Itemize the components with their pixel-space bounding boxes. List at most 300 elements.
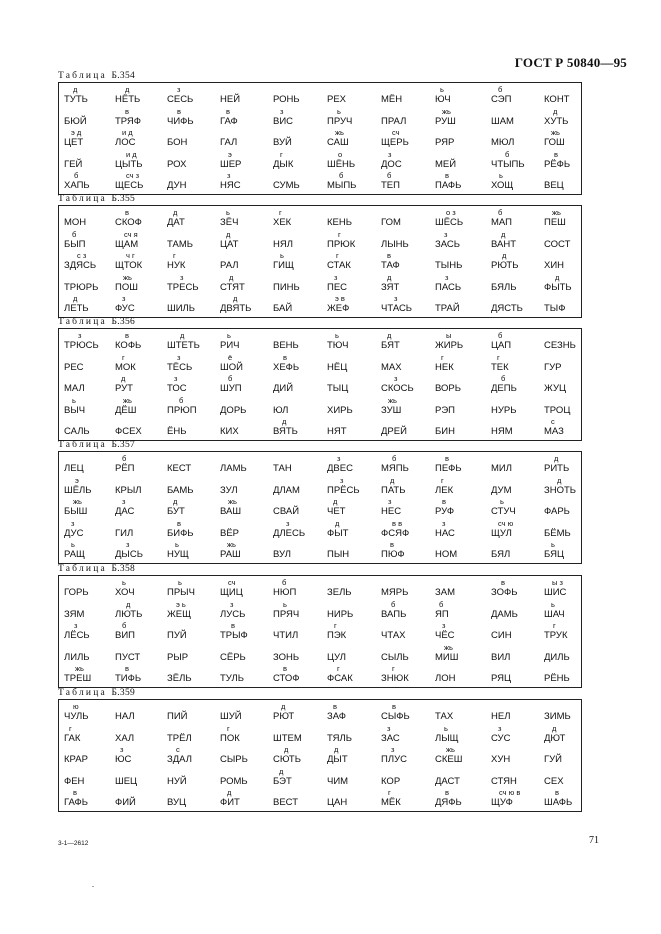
table-label <box>58 194 135 204</box>
table-cell <box>220 600 276 624</box>
table-cell <box>381 150 437 174</box>
test-word: МЮЛ <box>491 137 515 148</box>
test-word: ХЕФЬ <box>273 361 300 373</box>
table-cell <box>544 85 600 109</box>
table-cell <box>64 497 120 521</box>
table-cell <box>220 331 276 355</box>
table-cell <box>381 273 437 297</box>
table-label-word: Таблица <box>58 194 107 204</box>
table-label-word: Таблица <box>58 440 107 450</box>
test-word: ТЯЛЬ <box>327 732 352 744</box>
test-word: ФИТ <box>220 797 240 808</box>
phonetic-mark: г <box>122 352 125 362</box>
table-cell <box>273 578 329 602</box>
test-word: ЛЕЦ <box>64 463 84 474</box>
table-cell <box>435 724 491 748</box>
test-word: ВУЦ <box>167 797 187 808</box>
test-word: ГАЛ <box>220 137 238 148</box>
test-word: ВАПЬ <box>381 608 407 620</box>
table-cell <box>544 600 600 624</box>
table-cell <box>64 273 120 297</box>
table-cell <box>273 208 329 232</box>
test-word: СЮТЬ <box>273 754 301 765</box>
test-word: ЧИМ <box>327 775 349 787</box>
table-cell <box>273 702 329 726</box>
phonetic-mark: в <box>125 664 129 673</box>
test-word: ТЫЦ <box>327 383 349 394</box>
table-cell <box>220 273 276 297</box>
test-word: МЯРЬ <box>381 587 409 598</box>
stray-dot: . <box>92 880 94 889</box>
test-word: ЖИРЬ <box>435 340 464 351</box>
test-word: НАС <box>435 527 455 539</box>
phonetic-mark: д <box>501 229 506 239</box>
phonetic-mark: з <box>174 374 178 383</box>
test-word: ПЫН <box>327 549 350 560</box>
test-word: КОНТ <box>544 94 570 105</box>
table-cell <box>273 664 329 688</box>
table-cell <box>220 353 276 377</box>
phonetic-mark: д <box>553 106 558 116</box>
table-cell <box>327 497 383 521</box>
table-cell <box>381 643 437 667</box>
phonetic-mark: жь <box>75 664 84 673</box>
table-cell <box>220 643 276 667</box>
test-word: ПАСЬ <box>435 281 462 293</box>
table-cell <box>167 251 223 275</box>
phonetic-mark: з <box>442 621 446 630</box>
table-cell <box>115 331 171 355</box>
table-cell <box>544 664 600 688</box>
test-word: ТРЕШ <box>64 673 92 684</box>
table-cell <box>435 417 491 441</box>
test-word: РЯР <box>435 137 455 148</box>
table-cell <box>115 600 171 624</box>
table-cell <box>115 702 171 726</box>
phonetic-mark: з <box>78 331 82 340</box>
phonetic-mark: в <box>125 331 129 340</box>
test-word: ЦАП <box>491 340 512 351</box>
phonetic-mark: б <box>74 171 79 180</box>
phonetic-mark: б <box>505 149 510 159</box>
table-cell <box>327 702 383 726</box>
table-cell <box>273 519 329 543</box>
phonetic-mark: ю <box>73 702 79 711</box>
table-row <box>59 702 581 726</box>
test-word: МАП <box>491 217 512 228</box>
phonetic-mark: з <box>498 723 502 733</box>
table-cell <box>491 600 547 624</box>
table-cell <box>64 540 120 564</box>
table-cell <box>327 476 383 500</box>
table-cell <box>115 578 171 602</box>
test-word: ДИЙ <box>273 383 294 394</box>
test-word: БЯЛЬ <box>491 281 517 293</box>
test-word: ПЕС <box>327 281 348 293</box>
phonetic-mark: ь <box>551 540 555 549</box>
table-cell <box>544 497 600 521</box>
table-cell <box>327 621 383 645</box>
phonetic-mark: д <box>281 702 286 711</box>
table-cell <box>327 600 383 624</box>
table-cell <box>220 107 276 131</box>
test-word: ПРЁСЬ <box>327 484 360 496</box>
table-cell <box>435 230 491 254</box>
table-cell <box>115 251 171 275</box>
test-word: МЁН <box>381 94 403 105</box>
table-cell <box>167 107 223 131</box>
table-cell <box>273 353 329 377</box>
table-cell <box>167 374 223 398</box>
table-cell <box>435 294 491 318</box>
phonetic-mark: д <box>333 497 338 506</box>
test-word: ЮС <box>115 754 132 765</box>
test-word: БЯЛ <box>491 549 511 560</box>
test-word: ЧТЫПЬ <box>491 158 525 170</box>
phonetic-mark: с з <box>77 251 87 260</box>
test-word: ДВЕС <box>327 463 353 474</box>
test-word: ЛЁСЬ <box>64 630 90 641</box>
test-word: ШОЙ <box>220 361 243 373</box>
test-word: ЗЁЛЬ <box>167 673 192 684</box>
test-word: ЧТАХ <box>381 630 406 641</box>
phonetic-mark: э <box>228 149 232 159</box>
phonetic-mark: г <box>227 723 230 733</box>
test-word: ШЁНЬ <box>327 158 356 170</box>
phonetic-mark: б <box>228 374 233 383</box>
test-word: РОНЬ <box>273 94 300 105</box>
phonetic-mark: д <box>233 294 238 303</box>
test-word: ЁНЬ <box>167 426 187 437</box>
phonetic-mark: ё <box>228 352 233 362</box>
phonetic-mark: о з <box>446 208 456 217</box>
phonetic-mark: д <box>335 518 340 528</box>
table-cell <box>64 578 120 602</box>
test-word: СТЯН <box>491 775 517 787</box>
test-word: ДРЕЙ <box>381 426 407 437</box>
table-cell <box>435 331 491 355</box>
test-word: ТИФЬ <box>115 673 142 684</box>
table-row <box>59 621 581 645</box>
phonetic-mark: ь <box>499 171 503 180</box>
test-word: ШИС <box>544 587 567 598</box>
test-word: ПОШ <box>115 281 138 293</box>
test-word: ВЕЦ <box>544 180 564 191</box>
test-word: СТЯТ <box>220 281 245 293</box>
test-word: ЗАС <box>381 732 400 744</box>
test-word: НЯС <box>220 180 241 191</box>
test-word: РЁФЬ <box>544 158 571 170</box>
test-word: ВУЛ <box>273 549 291 560</box>
table-label-word: Таблица <box>58 688 107 698</box>
table-cell <box>220 374 276 398</box>
test-word: ЧЕТ <box>327 506 346 517</box>
table-cell <box>167 396 223 420</box>
test-word: НЕК <box>435 361 454 373</box>
table-cell <box>220 128 276 152</box>
phonetic-mark: з <box>391 745 395 754</box>
table-cell <box>64 454 120 478</box>
phonetic-mark: сч <box>228 578 236 587</box>
table-cell <box>64 107 120 131</box>
table-cell <box>381 621 437 645</box>
table-cell <box>435 85 491 109</box>
phonetic-mark: з <box>230 599 234 609</box>
table-cell <box>491 331 547 355</box>
test-word: МИШ <box>435 651 459 663</box>
phonetic-mark: в <box>333 702 337 711</box>
phonetic-mark: з <box>227 171 231 180</box>
phonetic-mark: д <box>173 208 178 217</box>
phonetic-mark: з <box>334 272 338 282</box>
phonetic-mark: г <box>337 664 340 673</box>
test-word: ЮЧ <box>435 94 451 105</box>
test-word: СТУЧ <box>491 506 516 517</box>
phonetic-mark: в <box>73 788 77 797</box>
table-cell <box>167 643 223 667</box>
phonetic-mark: б <box>282 578 287 587</box>
table-cell <box>327 85 383 109</box>
test-word: ЩЕРЬ <box>381 137 409 148</box>
test-word: ТУЛЬ <box>220 673 244 684</box>
test-word: БЯЦ <box>544 549 565 560</box>
phonetic-mark: сч з <box>126 171 140 180</box>
page-number: 71 <box>589 835 599 846</box>
table-cell <box>381 702 437 726</box>
phonetic-mark: в <box>555 788 559 797</box>
test-word: ВУЙ <box>273 137 292 148</box>
test-word: ЗУШ <box>381 404 402 416</box>
table-cell <box>220 230 276 254</box>
phonetic-mark: жь <box>442 106 451 116</box>
table-cell <box>491 643 547 667</box>
test-word: ТЕП <box>381 180 400 191</box>
phonetic-mark: с <box>551 417 555 426</box>
table-cell <box>220 788 276 812</box>
test-word: ДЫСЬ <box>115 549 143 560</box>
table-cell <box>381 396 437 420</box>
phonetic-mark: жь <box>123 272 132 282</box>
test-word: ЗАМ <box>435 587 455 598</box>
table-row <box>59 476 581 500</box>
test-word: ХОЧ <box>115 587 135 598</box>
table-cell <box>273 788 329 812</box>
test-word: ПОК <box>220 732 240 744</box>
test-word: ШАЧ <box>544 608 565 620</box>
table-cell <box>167 476 223 500</box>
phonetic-mark: д <box>387 272 392 282</box>
table-cell <box>64 396 120 420</box>
test-word: СЕХ <box>544 775 564 787</box>
table-cell <box>544 578 600 602</box>
table-number: Б.354 <box>111 71 136 81</box>
test-word: СВАЙ <box>273 506 300 517</box>
table-cell <box>381 331 437 355</box>
test-word: КРАР <box>64 754 88 765</box>
table-row <box>59 251 581 275</box>
table-cell <box>491 664 547 688</box>
phonetic-mark: д <box>126 599 131 609</box>
table-cell <box>491 396 547 420</box>
test-word: ТЫФ <box>544 303 566 314</box>
table-row <box>59 171 581 195</box>
test-word: ТЮЧ <box>327 340 349 351</box>
table-cell <box>491 150 547 174</box>
test-word: ХАПЬ <box>64 180 90 191</box>
test-word: ВЁР <box>220 527 240 539</box>
table-cell <box>491 621 547 645</box>
table-cell <box>381 540 437 564</box>
table-row <box>59 353 581 377</box>
phonetic-mark: жь <box>552 208 561 217</box>
test-word: НОМ <box>435 549 458 560</box>
table-cell <box>115 643 171 667</box>
table-label-word: Таблица <box>58 71 107 81</box>
table-cell <box>327 273 383 297</box>
table-cell <box>544 788 600 812</box>
test-word: ПЮФ <box>381 549 405 560</box>
test-word: ФЕН <box>64 775 85 787</box>
table-cell <box>491 519 547 543</box>
test-word: РАШ <box>220 549 241 560</box>
test-word: ЩЕСЬ <box>115 180 144 191</box>
syllable-table <box>58 205 582 318</box>
phonetic-mark: ь <box>283 599 287 609</box>
table-cell <box>167 621 223 645</box>
table-cell <box>435 273 491 297</box>
test-word: РУШ <box>435 115 456 127</box>
table-row <box>59 294 581 318</box>
test-word: ДЛАМ <box>273 484 300 496</box>
test-word: ЛЕК <box>435 484 454 496</box>
test-word: РЭП <box>435 404 455 416</box>
table-cell <box>327 208 383 232</box>
phonetic-mark: з <box>71 518 75 528</box>
test-word: РЕС <box>64 361 84 373</box>
table-cell <box>273 171 329 195</box>
table-cell <box>544 273 600 297</box>
table-cell <box>435 788 491 812</box>
test-word: ШТЕМ <box>273 732 302 744</box>
test-word: НУРЬ <box>491 404 517 416</box>
test-word: ПРУЧ <box>327 115 353 127</box>
phonetic-mark: д <box>73 85 78 94</box>
test-word: БАЙ <box>273 303 293 314</box>
test-word: ШЕР <box>220 158 242 170</box>
table-cell <box>220 702 276 726</box>
table-number: Б.355 <box>111 194 136 204</box>
phonetic-mark: в <box>125 106 129 116</box>
table-cell <box>273 643 329 667</box>
table-number: Б.358 <box>111 564 136 574</box>
table-cell <box>435 251 491 275</box>
phonetic-mark: д <box>180 331 185 340</box>
phonetic-mark: ь <box>227 331 231 340</box>
test-word: СКОФ <box>115 217 142 228</box>
table-cell <box>220 745 276 769</box>
table-cell <box>544 767 600 791</box>
table-cell <box>64 374 120 398</box>
table-cell <box>64 128 120 152</box>
table-cell <box>273 396 329 420</box>
test-word: ЖЕЩ <box>167 608 192 620</box>
table-cell <box>381 724 437 748</box>
test-word: НЕС <box>381 506 402 517</box>
phonetic-mark: з <box>388 497 392 506</box>
table-cell <box>435 374 491 398</box>
table-cell <box>435 767 491 791</box>
table-cell <box>544 643 600 667</box>
phonetic-mark: б <box>72 229 77 239</box>
table-cell <box>273 331 329 355</box>
test-word: ТРЫФ <box>220 630 248 641</box>
phonetic-mark: в <box>231 621 235 630</box>
table-number: Б.359 <box>111 688 136 698</box>
test-word: ЮЛ <box>273 404 289 416</box>
phonetic-mark: жь <box>227 540 236 549</box>
phonetic-mark: з <box>126 540 130 549</box>
phonetic-mark: д <box>229 272 234 282</box>
table-cell <box>167 128 223 152</box>
phonetic-mark: д <box>554 454 559 463</box>
phonetic-mark: в <box>445 454 449 463</box>
table-row <box>59 128 581 152</box>
phonetic-mark: з <box>180 272 184 282</box>
table-cell <box>220 578 276 602</box>
phonetic-mark: э <box>75 475 79 485</box>
table-cell <box>435 476 491 500</box>
table-cell <box>273 497 329 521</box>
phonetic-mark: в <box>445 788 449 797</box>
phonetic-mark: сч <box>392 128 400 137</box>
test-word: НЁЦ <box>327 361 348 373</box>
phonetic-mark: г <box>173 251 176 260</box>
table-cell <box>327 150 383 174</box>
test-word: НЯМ <box>491 426 513 437</box>
test-word: БИН <box>435 426 455 437</box>
syllable-table <box>58 328 582 441</box>
table-cell <box>167 454 223 478</box>
test-word: ТЕК <box>491 361 509 373</box>
table-cell <box>64 600 120 624</box>
table-label <box>58 564 135 574</box>
test-word: ТАН <box>273 463 292 474</box>
test-word: ЦУЛ <box>327 651 346 663</box>
phonetic-mark: в <box>177 518 181 528</box>
table-cell <box>115 664 171 688</box>
test-word: МОК <box>115 361 136 373</box>
phonetic-mark: з <box>122 497 126 506</box>
syllable-table <box>58 699 582 812</box>
phonetic-mark: в <box>392 702 396 711</box>
table-cell <box>220 85 276 109</box>
test-word: ЛАМЬ <box>220 463 247 474</box>
table-cell <box>220 767 276 791</box>
table-number: Б.356 <box>111 317 136 327</box>
table-row <box>59 208 581 232</box>
table-cell <box>381 208 437 232</box>
test-word: ЖУЦ <box>544 383 567 394</box>
table-cell <box>327 396 383 420</box>
test-word: ДУМ <box>491 484 512 496</box>
test-word: БЁМЬ <box>544 527 571 539</box>
test-word: ПРЫЧ <box>167 587 195 598</box>
phonetic-mark: ь <box>551 599 555 609</box>
phonetic-mark: в <box>283 664 287 673</box>
table-cell <box>115 745 171 769</box>
phonetic-mark: жь <box>335 128 344 137</box>
table-cell <box>167 171 223 195</box>
